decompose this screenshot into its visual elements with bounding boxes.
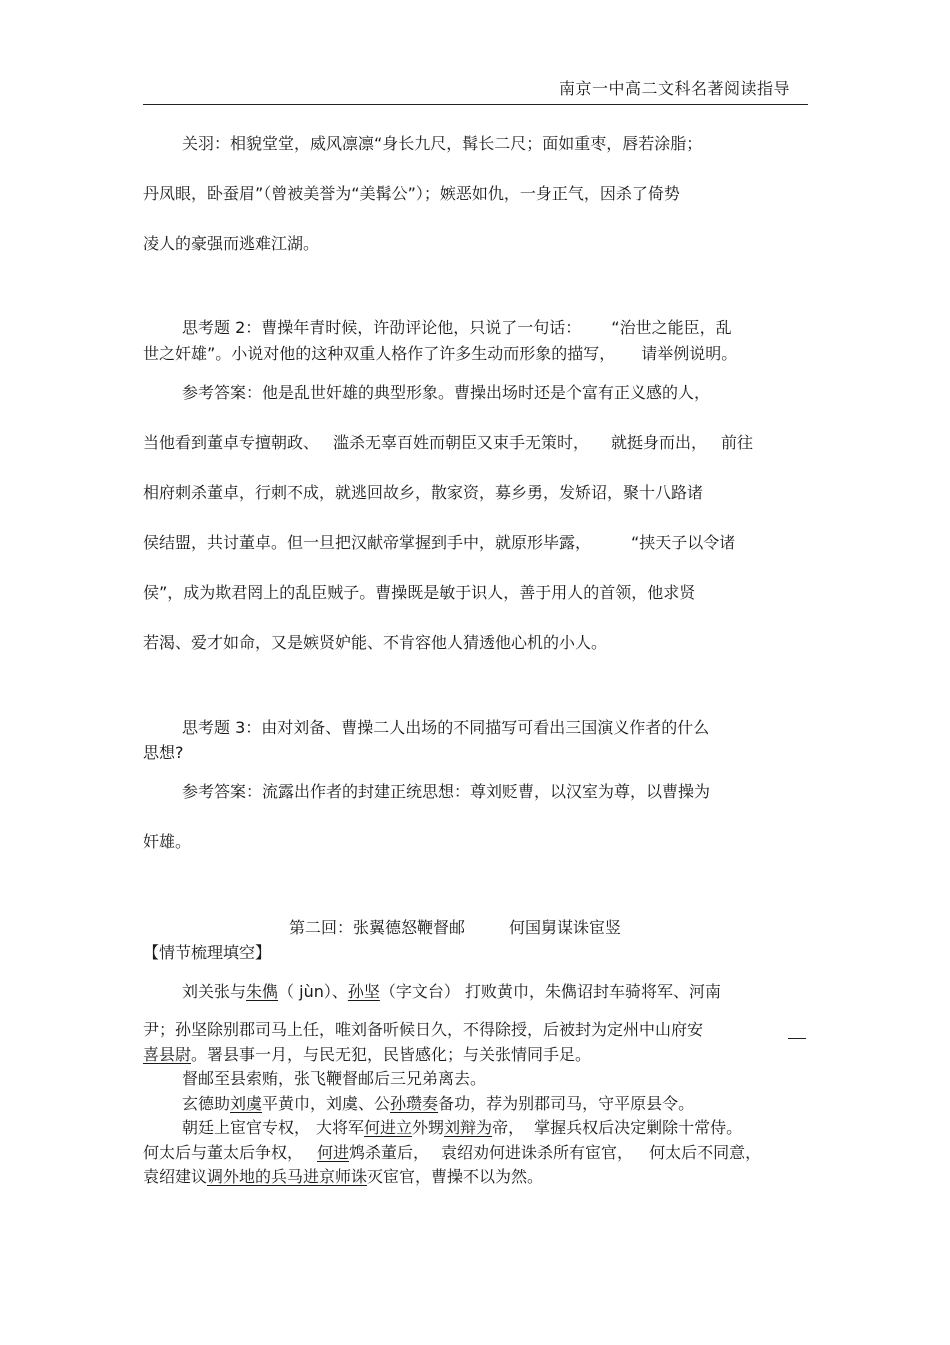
- guanyu-line-1: 关羽：相貌堂堂，威风凛凛“身长九尺，髯长二尺；面如重枣，唇若涂脂；: [182, 134, 703, 153]
- q2-answer2-a: 当他看到董卓专擅朝政、: [143, 433, 320, 452]
- q2-question2-a: 世之奸雄”。小说对他的这种双重人格作了许多生动而形象的描写，: [143, 344, 616, 363]
- fill-blank-troops: 调外地的兵马进京师诛: [207, 1167, 368, 1186]
- fill-blank-hejin: 何进立: [364, 1118, 413, 1137]
- chapter-title-a: 第二回：张翼德怒鞭督邮: [289, 918, 466, 937]
- q2-answer-line-6: 若渴、爱才如命，又是嫉贤妒能、不肯容他人猜透他心机的小人。: [143, 633, 608, 652]
- header-title: 南京一中高二文科名著阅读指导: [558, 79, 790, 98]
- fill-blank-hejin-2: 何进: [317, 1143, 350, 1162]
- fill-blank-liuyu: 刘虞: [230, 1094, 263, 1113]
- plot-line-4: 督邮至县索贿，张飞鞭督邮后三兄弟离去。: [182, 1069, 487, 1088]
- page-header: [143, 76, 808, 105]
- plot-line-7: [143, 1143, 761, 1163]
- plot-text: 帝，: [492, 1118, 525, 1137]
- plot-line-6: [182, 1118, 742, 1138]
- q2-question-b: “治世之能臣，乱: [611, 318, 732, 337]
- q2-answer4-b: “挟天子以令诸: [631, 533, 736, 552]
- q2-answer-line-5: 侯”，成为欺君罔上的乱臣贼子。曹操既是敏于识人，善于用人的首领，他求贤: [143, 583, 696, 602]
- fill-blank-sunjian: 孙坚: [347, 982, 380, 1001]
- q2-question-line-2: [143, 344, 737, 364]
- plot-text: 鸩杀董后，: [349, 1143, 430, 1162]
- plot-text: 大将军: [316, 1118, 365, 1137]
- guanyu-line-2: 丹凤眼，卧蚕眉”（曾被美誉为“美髯公”）；嫉恶如仇，一身正气，因杀了倚势: [143, 184, 680, 203]
- plot-text: 袁绍建议: [143, 1167, 208, 1186]
- q2-answer-line-2: [143, 433, 753, 453]
- plot-text: 灭宦官，曹操不以为然。: [367, 1167, 544, 1186]
- q3-question-line-2: 思想?: [143, 743, 184, 762]
- q2-answer4-a: 侯结盟，共讨董卓。但一旦把汉献帝掌握到手中，就原形毕露，: [143, 533, 592, 552]
- plot-line-3: [143, 1045, 591, 1065]
- plot-text: 。署县事一月，与民无犯，民皆感化；与关张情同手足。: [191, 1045, 592, 1064]
- plot-text: 朝廷上宦官专权，: [182, 1118, 311, 1137]
- plot-text: 掌握兵权后决定剿除十常侍。: [534, 1118, 743, 1137]
- q2-question-a: 思考题 2：曹操年青时候，许劭评论他，只说了一句话：: [182, 318, 582, 337]
- fill-blank-xixianwei: 喜县尉: [143, 1045, 192, 1064]
- q3-answer-line-1: 参考答案：流露出作者的封建正统思想：尊刘贬曹，以汉室为尊，以曹操为: [182, 782, 711, 801]
- plot-line-2: 尹；孙坚除别郡司马上任，唯刘备听候日久，不得除授，后被封为定州中山府安: [143, 1020, 704, 1039]
- section-heading: 【情节梳理填空】: [143, 943, 272, 962]
- fill-blank-sunzan: 孙瓒奏: [390, 1094, 439, 1113]
- q2-answer2-d: 前往: [721, 433, 754, 452]
- plot-text: 袁绍劝何进诛杀所有宦官，: [441, 1143, 634, 1162]
- plot-text: 外甥: [412, 1118, 445, 1137]
- plot-text: （字文台） 打败黄巾，朱儁诏封车骑将军、河南: [379, 982, 721, 1001]
- plot-line-1: [182, 982, 721, 1002]
- plot-text: （ jùn）、: [278, 982, 348, 1001]
- plot-line-8: [143, 1167, 543, 1187]
- q2-answer-line-1: 参考答案：他是乱世奸雄的典型形象。曹操出场时还是个富有正义感的人，: [182, 383, 711, 402]
- fill-blank-line: [788, 1030, 806, 1039]
- plot-text: 何太后不同意，: [649, 1143, 762, 1162]
- q3-answer-line-2: 奸雄。: [143, 832, 192, 851]
- q2-answer-line-3: 相府刺杀董卓，行刺不成，就逃回故乡，散家资，募乡勇，发矫诏，聚十八路诸: [143, 483, 704, 502]
- plot-text: 备功，荐为别郡司马，守平原县令。: [438, 1094, 695, 1113]
- q2-answer-line-4: [143, 533, 735, 553]
- plot-text: 玄德助: [182, 1094, 231, 1113]
- plot-text: 何太后与董太后争权，: [143, 1143, 304, 1162]
- plot-text: 刘关张与: [182, 982, 247, 1001]
- chapter-title-b: 何国舅谋诛宦竖: [509, 918, 622, 937]
- q2-question-line-1: [182, 318, 732, 338]
- q3-question-line-1: 思考题 3：由对刘备、曹操二人出场的不同描写可看出三国演义作者的什么: [182, 718, 710, 737]
- fill-blank-zhujun: 朱儁: [246, 982, 279, 1001]
- q2-answer2-c: 就挺身而出，: [611, 433, 708, 452]
- fill-blank-liubian: 刘辩为: [444, 1118, 493, 1137]
- guanyu-line-3: 凌人的豪强而逃难江湖。: [143, 234, 320, 253]
- plot-line-5: [182, 1094, 694, 1114]
- plot-text: 平黄巾，刘虞、公: [262, 1094, 391, 1113]
- q2-question2-b: 请举例说明。: [641, 344, 738, 363]
- chapter-title: [289, 918, 621, 938]
- q2-answer2-b: 滥杀无辜百姓而朝臣又束手无策时，: [333, 433, 590, 452]
